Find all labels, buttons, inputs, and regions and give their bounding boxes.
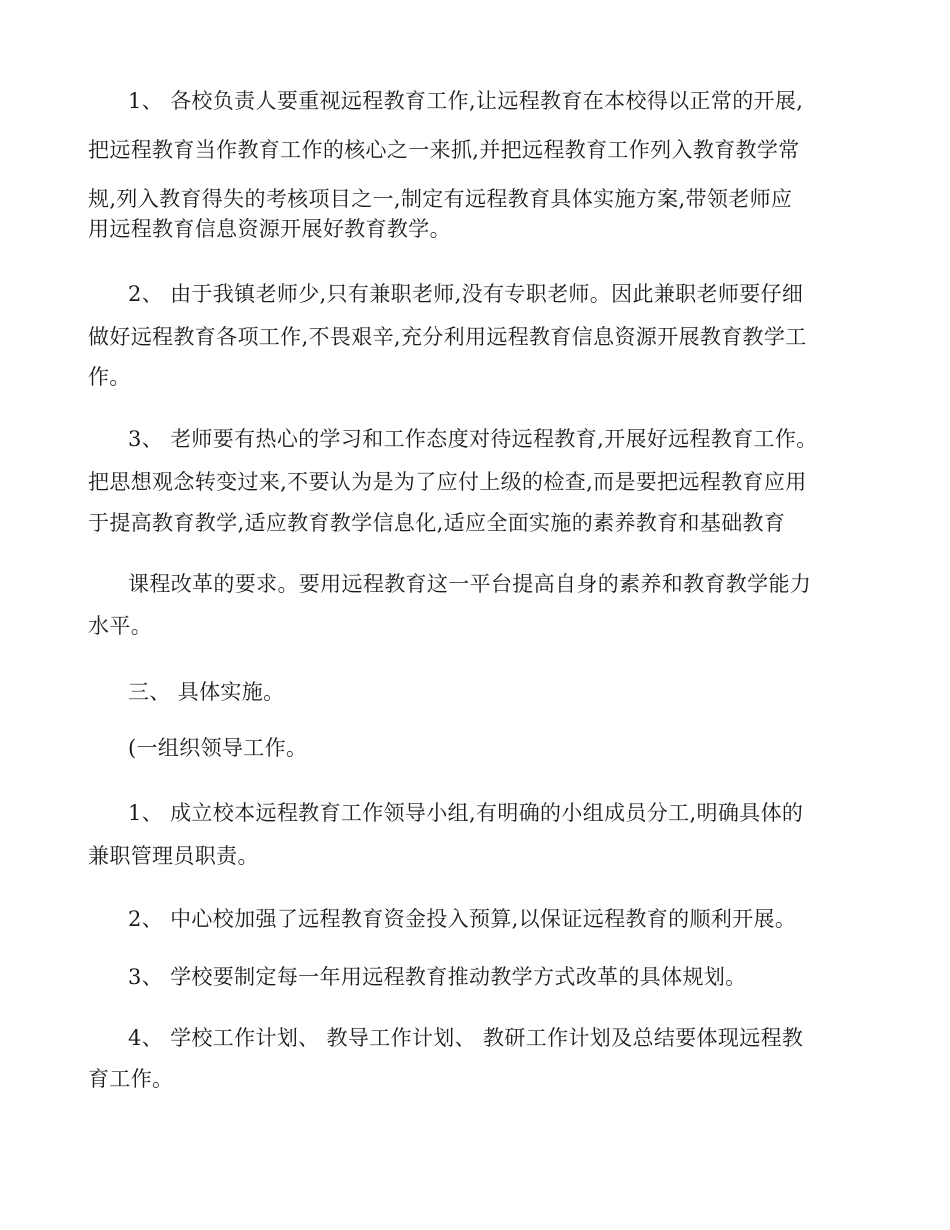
paragraph-1-line-2: 把远程教育当作教育工作的核心之一来抓,并把远程教育工作列入教育教学常 bbox=[88, 138, 800, 162]
item-4-line-1: 4、 学校工作计划、 教导工作计划、 教研工作计划及总结要体现远程教 bbox=[128, 1026, 804, 1050]
paragraph-3-line-3: 于提高教育教学,适应教育教学信息化,适应全面实施的素养教育和基础教育 bbox=[88, 511, 786, 535]
paragraph-2-line-3: 作。 bbox=[88, 365, 131, 389]
paragraph-3-line-2: 把思想观念转变过来,不要认为是为了应付上级的检查,而是要把远程教育应用 bbox=[88, 470, 807, 494]
item-1-line-1: 1、 成立校本远程教育工作领导小组,有明确的小组成员分工,明确具体的 bbox=[128, 801, 804, 825]
item-1-line-2: 兼职管理员职责。 bbox=[88, 844, 259, 868]
item-4-line-2: 育工作。 bbox=[88, 1067, 174, 1091]
paragraph-1-line-1: 1、 各校负责人要重视远程教育工作,让远程教育在本校得以正常的开展, bbox=[128, 89, 804, 113]
item-2: 2、 中心校加强了远程教育资金投入预算,以保证远程教育的顺利开展。 bbox=[128, 907, 797, 931]
subsection-heading: (一组织领导工作。 bbox=[128, 736, 308, 760]
section-heading: 三、 具体实施。 bbox=[128, 680, 285, 704]
paragraph-1-line-4: 用远程教育信息资源开展好教育教学。 bbox=[88, 217, 451, 241]
paragraph-4-line-1: 课程改革的要求。要用远程教育这一平台提高自身的素养和教育教学能力 bbox=[128, 572, 812, 596]
paragraph-2-line-2: 做好远程教育各项工作,不畏艰辛,充分利用远程教育信息资源开展教育教学工 bbox=[88, 325, 807, 349]
paragraph-2-line-1: 2、 由于我镇老师少,只有兼职老师,没有专职老师。因此兼职老师要仔细 bbox=[128, 282, 804, 306]
paragraph-3-line-1: 3、 老师要有热心的学习和工作态度对待远程教育,开展好远程教育工作。 bbox=[128, 427, 818, 451]
item-3: 3、 学校要制定每一年用远程教育推动教学方式改革的具体规划。 bbox=[128, 965, 747, 989]
paragraph-1-line-3: 规,列入教育得失的考核项目之一,制定有远程教育具体实施方案,带领老师应 bbox=[88, 187, 793, 211]
paragraph-4-line-2: 水平。 bbox=[88, 614, 153, 638]
